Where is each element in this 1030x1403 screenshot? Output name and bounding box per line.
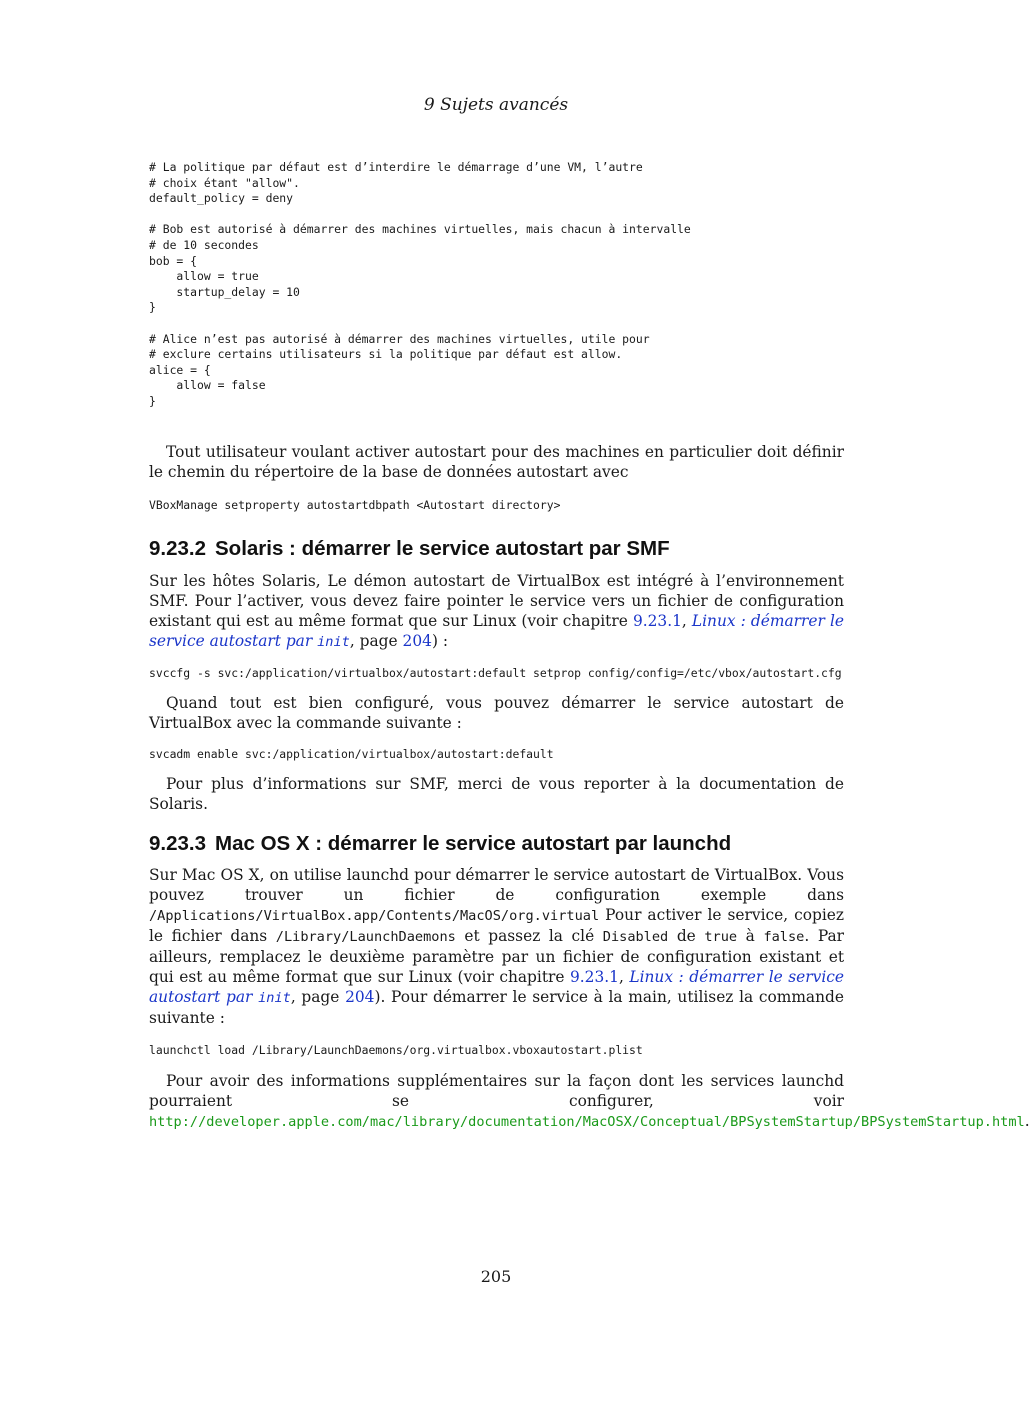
code-line: bob = {: [149, 253, 198, 268]
code-line: # La politique par défaut est d’interdire le démarrage d’une VM, l’autre: [149, 160, 643, 174]
code-line: # exclure certains utilisateurs si la politique par défaut est allow.: [149, 347, 623, 362]
text-run: Pour avoir des informations supplémentaires sur la façon dont les services launchd pourraient se configurer, voir: [149, 1071, 844, 1110]
section-heading-solaris: [149, 536, 844, 562]
code-line: # de 10 secondes: [149, 237, 259, 252]
paragraph-solaris-intro: [149, 571, 844, 652]
text-run: de: [668, 926, 705, 945]
link-text: Linux : démarrer le service autostart par: [149, 967, 844, 1006]
code-line: # Bob est autorisé à démarrer des machines virtuelles, mais chacun à intervalle: [149, 222, 691, 237]
command-launchctl: launchctl load /Library/LaunchDaemons/org.virtualbox.vboxautostart.plist: [149, 1042, 643, 1057]
code-line: # Alice n’est pas autorisé à démarrer des machines virtuelles, utile pour: [149, 331, 650, 346]
page-link[interactable]: 204: [345, 987, 375, 1006]
code-line: allow = false: [149, 378, 266, 393]
text-run: Sur les hôtes Solaris, Le démon autostart de VirtualBox est intégré à l’environnement SMF. Pour l’activer, vous devez faire pointer le service vers un fichier de configuration existant qui est au même format que sur Linux (voir chapitre: [149, 571, 844, 630]
text-run: et passez la clé: [455, 926, 603, 945]
text-run: Pour activer le service, copiez le fichier dans: [149, 905, 844, 945]
running-header: 9 Sujets avancés: [423, 95, 569, 115]
value-true: true: [704, 928, 738, 945]
value-false: false: [763, 928, 805, 945]
text-run: ,: [618, 967, 630, 986]
page-number: 205: [480, 1267, 512, 1286]
section-title: Solaris : démarrer le service autostart par SMF: [215, 536, 670, 560]
paragraph-macos-more-info: [149, 1071, 1030, 1132]
link-code: init: [317, 633, 350, 650]
code-line: }: [149, 300, 156, 315]
text-run: ). Pour démarrer le service à la main, utilisez la commande suivante :: [149, 987, 844, 1027]
paragraph-macos-intro: [149, 865, 844, 1028]
text-run: ,: [681, 611, 692, 630]
text-run: à: [737, 926, 764, 945]
apple-docs-url-link[interactable]: http://developer.apple.com/mac/library/documentation/MacOSX/Conceptual/BPSystemStartup/BPSystemStartup.html: [149, 1113, 1025, 1130]
page-content: [149, 160, 1030, 1132]
text-run: . Par ailleurs, remplacez le deuxième paramètre par un fichier de configuration existant et qui est au même format que sur Linux (voir chapitre: [149, 926, 845, 986]
text-run: Sur Mac OS X, on utilise launchd pour démarrer le service autostart de VirtualBox. Vous pouvez trouver un fichier de configuration exemple dans: [149, 865, 844, 904]
section-heading-macos: [149, 831, 844, 857]
command-svcadm: svcadm enable svc:/application/virtualbox/autostart:default: [149, 746, 554, 761]
text-run: , page: [290, 987, 346, 1006]
chapter-link[interactable]: 9.23.1: [570, 967, 619, 986]
paragraph-autostart-db: Tout utilisateur voulant activer autostart pour des machines en particulier doit définir le chemin du répertoire de la base de données autostart avec: [149, 442, 844, 481]
command-svccfg: svccfg -s svc:/application/virtualbox/autostart:default setprop config/config=/etc/vbox/autostart.cfg: [149, 665, 842, 680]
page-link[interactable]: 204: [402, 631, 432, 650]
text-run: , page: [349, 631, 403, 650]
section-number: 9.23.2: [149, 536, 206, 560]
command-setproperty: VBoxManage setproperty autostartdbpath <Autostart directory>: [149, 497, 561, 512]
link-text: Linux : démarrer le service autostart par: [149, 611, 844, 650]
code-line: default_policy = deny: [149, 191, 294, 206]
launchdaemons-path: /Library/LaunchDaemons: [275, 928, 456, 945]
code-line: allow = true: [149, 269, 259, 284]
config-code-block: [149, 160, 844, 410]
key-disabled: Disabled: [602, 928, 669, 945]
link-code: init: [258, 989, 291, 1006]
paragraph-solaris-docs: Pour plus d’informations sur SMF, merci de vous reporter à la documentation de Solaris.: [149, 774, 844, 813]
example-config-path: /Applications/VirtualBox.app/Contents/MacOS/org.virtual: [149, 907, 600, 924]
code-line: alice = {: [149, 362, 211, 377]
text-run: ) :: [431, 631, 449, 650]
chapter-link[interactable]: 9.23.1: [632, 611, 682, 630]
code-line: # choix étant "allow".: [149, 175, 300, 190]
code-line: startup_delay = 10: [149, 284, 300, 299]
text-run: .: [1024, 1111, 1030, 1130]
code-line: }: [149, 393, 156, 408]
paragraph-solaris-configured: Quand tout est bien configuré, vous pouvez démarrer le service autostart de VirtualBox avec la commande suivante :: [149, 693, 844, 732]
section-number: 9.23.3: [149, 831, 206, 855]
section-title: Mac OS X : démarrer le service autostart par launchd: [215, 831, 732, 855]
